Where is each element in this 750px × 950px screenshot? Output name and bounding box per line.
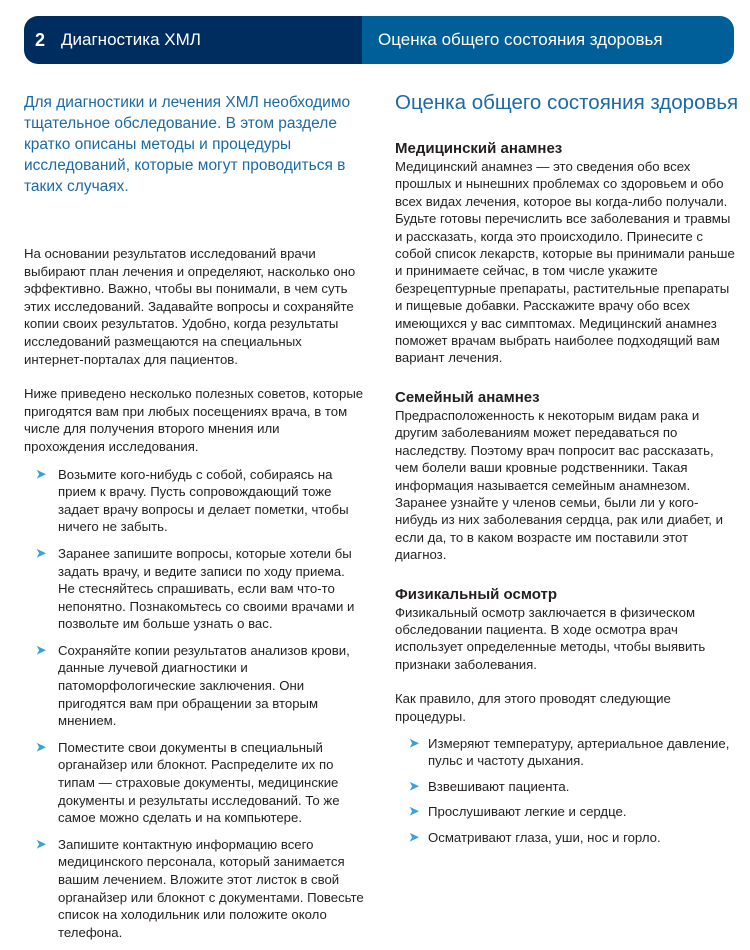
- intro-text: Для диагностики и лечения ХМЛ необходимо тщательное обследование. В этом разделе кратко описаны методы и процедуры исследований, которые могут проводиться в таких случаях.: [24, 94, 351, 195]
- chevron-right-icon: ➤: [36, 642, 47, 657]
- chevron-right-icon: ➤: [409, 778, 420, 793]
- chevron-right-icon: ➤: [409, 804, 420, 819]
- chevron-right-icon: ➤: [36, 466, 47, 481]
- list-item: ➤ Прослушивают легкие и сердце.: [409, 804, 627, 820]
- section-banner: [362, 16, 734, 64]
- list-item: ➤ Взвешивают пациента.: [409, 778, 570, 794]
- subheading-family-history: Семейный анамнез: [395, 388, 540, 406]
- list-item: ➤ Осматривают глаза, уши, нос и горло.: [409, 829, 661, 845]
- paragraph: Ниже приведено несколько полезных советов, которые пригодятся вам при любых посещениях врача, в том числе для получения второго мнения или прохождения исследования.: [24, 386, 364, 454]
- list-item: ➤ Поместите свои документы в специальный органайзер или блокнот. Распределите их по типам — страховые документы, медицинские документы и результаты исследований. То же самое можно сделать и на компьютере.: [36, 739, 340, 826]
- paragraph: На основании результатов исследований врачи выбирают план лечения и определяют, насколько оно эффективно. Важно, чтобы вы понимали, в чем суть этих исследований. Задавайте вопросы и сохраняйте копии своих результатов. Удобно, когда результаты исследований размещаются на специальных интернет-порталах для пациентов.: [24, 246, 356, 367]
- chapter-number: 2: [35, 29, 46, 50]
- paragraph: Как правило, для этого проводят следующие процедуры.: [395, 691, 671, 724]
- subheading-physical-exam: Физикальный осмотр: [395, 585, 558, 603]
- list-item: ➤ Измеряют температуру, артериальное давление, пульс и частоту дыхания.: [409, 735, 730, 769]
- list-item: ➤ Возьмите кого-нибудь с собой, собираясь на прием к врачу. Пусть сопровождающий тоже задает врачу вопросы и делает пометки, чтобы ничего не забыть.: [36, 466, 349, 535]
- page-header: [24, 16, 734, 64]
- list-item: ➤ Заранее запишите вопросы, которые хотели бы задать врачу, и ведите записи по ходу приема. Не стесняйтесь спрашивать, если вам что-то непонятно. Познакомьтесь со своими врачами и позвольте им больше узнать о вас.: [36, 545, 355, 632]
- chevron-right-icon: ➤: [409, 735, 420, 750]
- chapter-title: Диагностика ХМЛ: [61, 30, 201, 49]
- subheading-medical-history: Медицинский анамнез: [395, 140, 563, 157]
- chevron-right-icon: ➤: [36, 739, 47, 754]
- chevron-right-icon: ➤: [36, 545, 47, 560]
- chevron-right-icon: ➤: [409, 829, 420, 844]
- list-item: ➤ Сохраняйте копии результатов анализов крови, данные лучевой диагностики и патоморфологические заключения. Они пригодятся вам при обращении за вторым мнением.: [36, 642, 350, 729]
- procedures-list: [395, 735, 740, 846]
- section-title: Оценка общего состояния здоровья: [395, 91, 739, 114]
- list-item: ➤ Запишите контактную информацию всего медицинского персонала, который занимается вашим лечением. Вложите этот листок в свой органайзер или блокнот с документами. Повесьте список на холодильник или положите около телефона.: [36, 836, 364, 940]
- chapter-banner: [24, 16, 362, 64]
- left-column: [24, 92, 364, 950]
- right-column: [395, 92, 740, 854]
- chevron-right-icon: ➤: [36, 836, 47, 851]
- section-banner-title: Оценка общего состояния здоровья: [378, 30, 663, 49]
- tips-list: [24, 466, 364, 942]
- paragraph: Физикальный осмотр заключается в физическом обследовании пациента. В ходе осмотра врач использует определенные методы, чтобы выявить признаки заболевания.: [395, 604, 706, 672]
- paragraph: Медицинский анамнез — это сведения обо всех прошлых и нынешних проблемах со здоровьем и обо всех видах лечения, которое вы когда-либо получали. Будьте готовы перечислить все заболевания и травмы и рассказать, когда это происходило. Принесите с собой список лекарств, которые вы принимали раньше и принимаете сейчас, в том числе укажите безрецептурные препараты, растительные препараты и пищевые добавки. Расскажите врачу обо всех имеющихся у вас симптомах. Медицинский анамнез поможет врачам выбрать наиболее подходящий вам вариант лечения.: [395, 159, 735, 366]
- paragraph: Предрасположенность к некоторым видам рака и другим заболеваниям может передаваться по наследству. Поэтому врач попросит вас рассказать, чем болели ваши кровные родственники. Такая информация называется семейным анамнезом. Заранее узнайте у членов семьи, были ли у кого-нибудь из них заболевания сердца, рак или диабет, и если да, то в каком возрасте им поставили этот диагноз.: [395, 407, 723, 563]
